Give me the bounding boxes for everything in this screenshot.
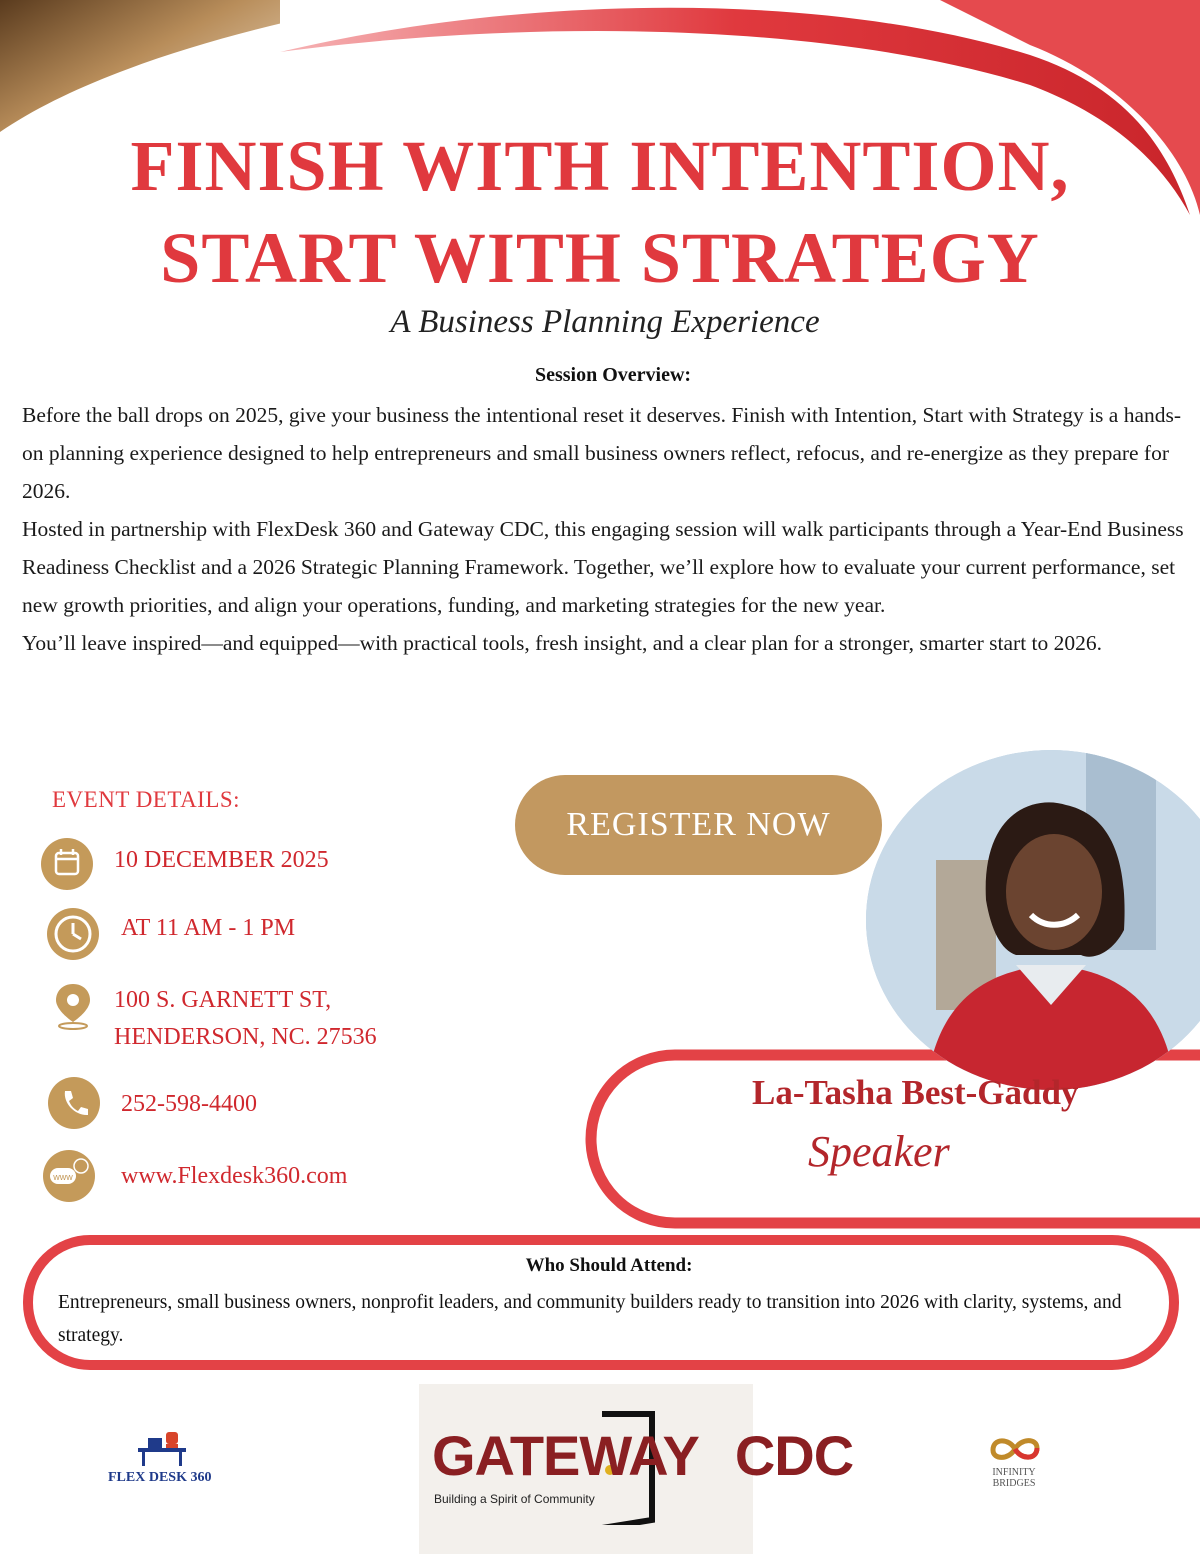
flexdesk-logo-icon	[136, 1430, 188, 1473]
bridges-line: BRIDGES	[992, 1478, 1036, 1489]
overview-paragraph: You’ll leave inspired—and equipped—with practical tools, fresh insight, and a clear plan for a stronger, smarter start to 2026.	[22, 631, 1103, 655]
gateway-tagline: Building a Spirit of Community	[434, 1492, 595, 1506]
register-now-button[interactable]: REGISTER NOW	[515, 775, 882, 875]
infinity-bridges-logo-icon	[985, 1432, 1045, 1471]
clock-icon	[47, 908, 99, 960]
event-address-line-2: HENDERSON, NC. 27536	[114, 1024, 377, 1050]
title-line-1: FINISH WITH INTENTION,	[130, 126, 1070, 206]
infinity-bridges-logo-text	[980, 1467, 1048, 1489]
event-time: AT 11 AM - 1 PM	[121, 915, 296, 941]
www-icon-text: www	[53, 1172, 73, 1182]
phone-icon	[48, 1077, 100, 1129]
speaker-role: Speaker	[808, 1127, 950, 1176]
overview-paragraph: Hosted in partnership with FlexDesk 360 and Gateway CDC, this engaging session will walk participants through a Year-End Business Readiness Checklist and a 2026 Strategic Planning Framework. Together, we’ll explore how to evaluate your current performance, set new growth priorities, and align your operations, funding, and marketing strategies for the new year.	[22, 517, 1184, 617]
event-phone: 252-598-4400	[121, 1091, 257, 1117]
event-date: 10 DECEMBER 2025	[114, 847, 329, 873]
subtitle: A Business Planning Experience	[390, 304, 820, 340]
gateway-logo-text	[432, 1424, 854, 1487]
location-pin-icon	[48, 982, 98, 1030]
audience-body: Entrepreneurs, small business owners, nonprofit leaders, and community builders ready to transition into 2026 with clarity, systems, and strategy.	[58, 1292, 1122, 1346]
event-website[interactable]: www.Flexdesk360.com	[121, 1163, 348, 1189]
title-line-2: START WITH STRATEGY	[160, 218, 1040, 298]
globe-icon	[43, 1150, 95, 1202]
overview-body	[22, 396, 1197, 662]
event-details-heading: EVENT DETAILS:	[52, 787, 241, 812]
speaker-name: La-Tasha Best-Gaddy	[752, 1073, 1079, 1112]
gateway-suffix: CDC	[734, 1424, 854, 1487]
overview-heading: Session Overview:	[534, 364, 692, 386]
audience-heading: Who Should Attend:	[525, 1255, 693, 1276]
infinity-line: INFINITY	[992, 1467, 1036, 1478]
calendar-icon	[41, 838, 93, 890]
flexdesk-logo-text: FLEX DESK 360	[108, 1470, 212, 1485]
gateway-name: GATEWAY	[432, 1424, 699, 1487]
overview-paragraph: Before the ball drops on 2025, give your business the intentional reset it deserves. Finish with Intention, Start with Strategy is a hands-on planning experience designed to help entrepreneurs and small business owners reflect, refocus, and re-energize as they prepare for 2026.	[22, 403, 1182, 503]
event-address-line-1: 100 S. GARNETT ST,	[114, 987, 332, 1013]
